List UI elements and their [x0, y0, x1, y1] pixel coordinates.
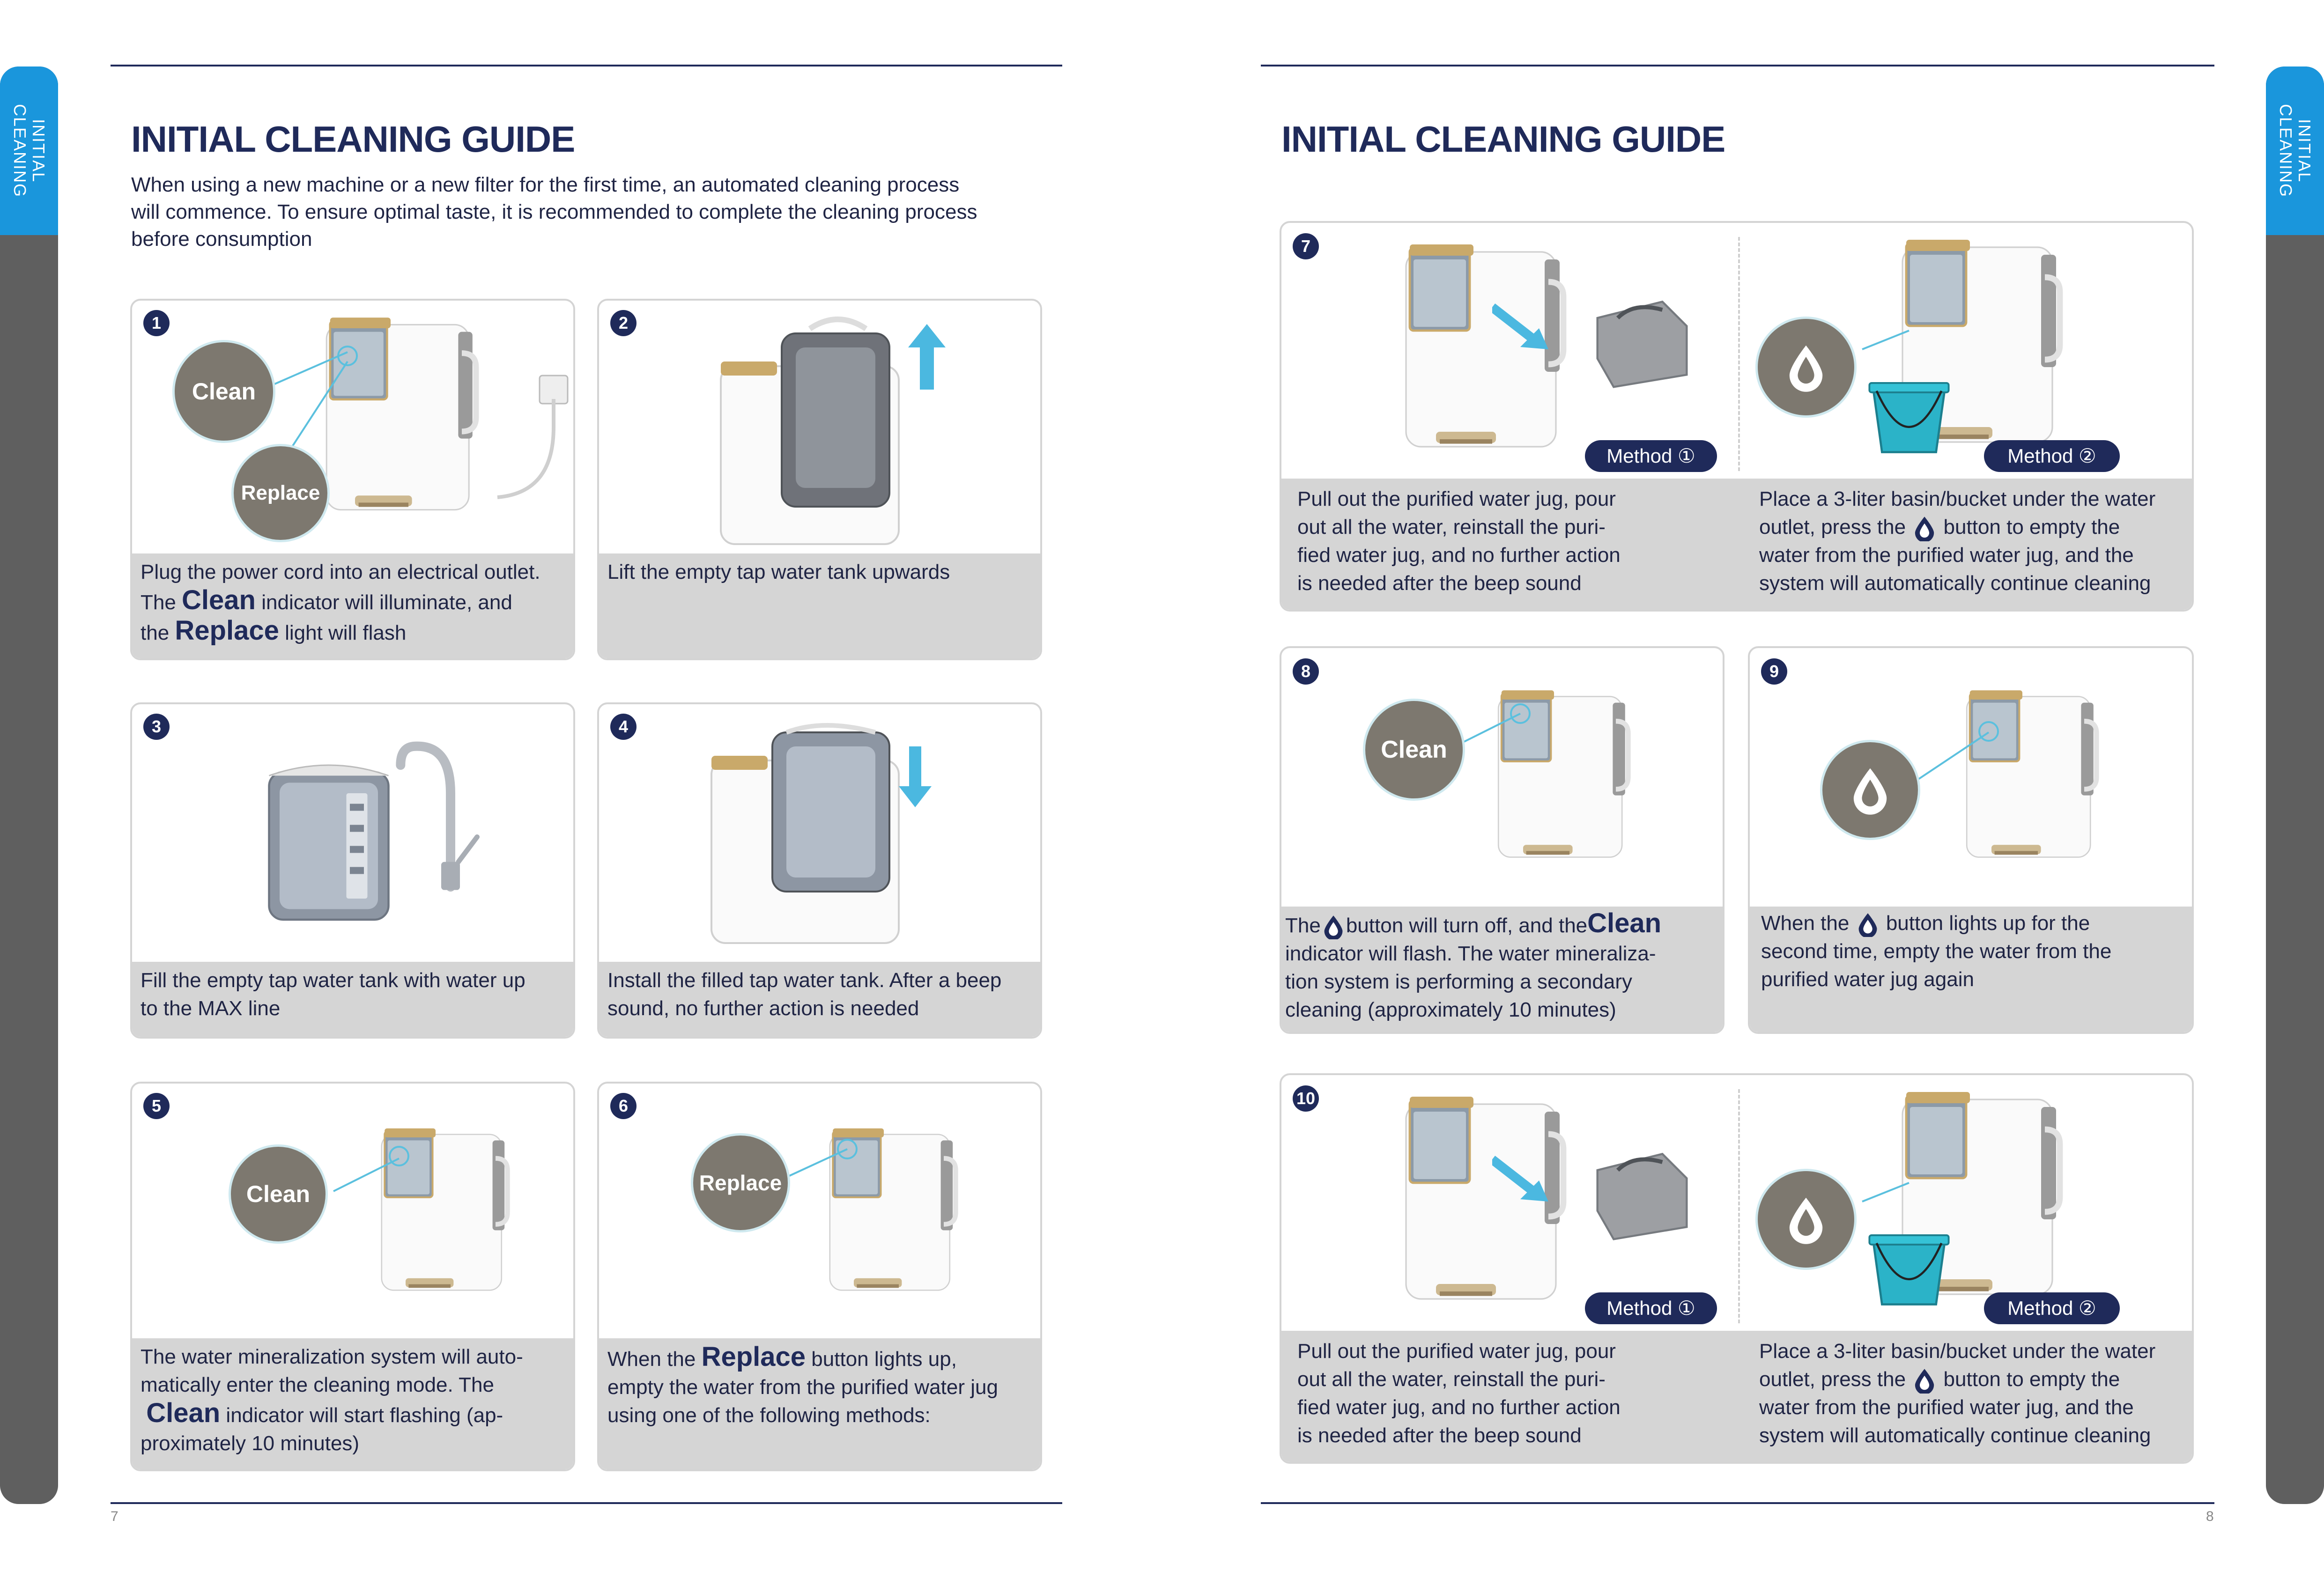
step-caption	[599, 553, 1040, 658]
replace-indicator-bubble: Replace	[231, 444, 330, 542]
caption-line: proximately 10 minutes)	[141, 1432, 360, 1455]
intro-text	[131, 171, 1058, 253]
caption-line: Clean indicator will start flashing (ap-	[146, 1398, 503, 1428]
caption-line: The button will turn off, and theClean	[1285, 909, 1719, 940]
side-tab-left	[0, 66, 58, 1504]
arrow-down-icon	[899, 746, 932, 807]
step-caption	[1281, 1331, 2192, 1462]
method-2-label: Method ②	[1984, 440, 2120, 472]
step-caption	[132, 1338, 573, 1469]
step-caption	[1281, 907, 1723, 1032]
faucet-image	[394, 714, 488, 910]
caption-line: Lift the empty tap water tank upwards	[607, 561, 950, 583]
bucket-image	[1862, 1216, 1956, 1314]
page-number-right: 8	[2206, 1509, 2214, 1524]
step-caption	[1281, 479, 2192, 610]
intro-line: before consumption	[131, 228, 312, 251]
caption-line: Fill the empty tap water tank with water up	[141, 969, 525, 992]
method-1-label: Method ①	[1585, 1292, 1717, 1324]
bucket-image	[1862, 363, 1956, 462]
clean-term: Clean	[146, 1398, 221, 1428]
caption-line: second time, empty the water from the	[1761, 940, 2112, 963]
method-2-text	[1759, 1337, 2190, 1450]
caption-line: system will automatically continue cleaning	[1759, 1424, 2151, 1447]
step-number: 3	[143, 714, 170, 740]
drain-button-bubble	[1755, 317, 1857, 418]
step-caption	[132, 962, 573, 1037]
caption-line: outlet, press the button to empty the	[1759, 1365, 2190, 1394]
side-tab-label: INITIAL CLEANING	[10, 103, 49, 198]
drain-button-bubble	[1820, 740, 1920, 840]
left-bottom-rule	[111, 1502, 1062, 1504]
clean-indicator-bubble: Clean	[1363, 699, 1465, 801]
step-number: 1	[143, 310, 170, 336]
method-1-text	[1297, 1337, 1719, 1450]
step-card-5	[130, 1082, 575, 1471]
page-title-right: INITIAL CLEANING GUIDE	[1281, 118, 1725, 160]
caption-line: Place a 3-liter basin/bucket under the water	[1759, 1340, 2156, 1363]
tap-water-tank-image	[259, 742, 399, 929]
step-number: 6	[610, 1093, 637, 1119]
tank-lift-image	[716, 310, 903, 553]
side-tab-right	[2266, 66, 2324, 1504]
caption-line: fied water jug, and no further action	[1297, 544, 1621, 567]
arrow-icon	[1492, 302, 1548, 349]
water-drop-icon	[1321, 914, 1346, 939]
caption-line: outlet, press the button to empty the	[1759, 513, 2190, 541]
side-tab-label: INITIAL CLEANING	[2276, 103, 2315, 198]
step-number: 4	[610, 714, 637, 740]
pointer-line	[1281, 648, 1724, 892]
caption-line: the Replace light will flash	[141, 615, 407, 646]
step-card-2	[597, 299, 1042, 660]
water-machine-image	[1394, 1089, 1591, 1314]
water-drop-icon	[1855, 912, 1880, 937]
water-drop-icon	[1780, 1194, 1832, 1245]
clean-term: Clean	[1587, 908, 1662, 938]
caption-line: matically enter the cleaning mode. The	[141, 1373, 494, 1396]
step-caption	[132, 553, 573, 658]
caption-line: cleaning (approximately 10 minutes)	[1285, 998, 1616, 1021]
caption-line: Install the filled tap water tank. After a beep	[607, 969, 1002, 992]
caption-line: using one of the following methods:	[607, 1404, 931, 1427]
step-number: 10	[1293, 1085, 1319, 1112]
caption-line: is needed after the beep sound	[1297, 572, 1582, 595]
step-number: 2	[610, 310, 637, 336]
caption-line: is needed after the beep sound	[1297, 1424, 1582, 1447]
intro-line: When using a new machine or a new filter for the first time, an automated cleaning process	[131, 173, 960, 196]
right-top-rule	[1261, 65, 2214, 66]
method-divider	[1738, 237, 1740, 471]
step-caption	[599, 1338, 1040, 1469]
caption-line: fied water jug, and no further action	[1297, 1396, 1621, 1419]
caption-line: out all the water, reinstall the puri-	[1297, 1368, 1606, 1391]
replace-indicator-bubble: Replace	[691, 1133, 790, 1232]
water-drop-icon	[1911, 515, 1938, 541]
step-card-8	[1280, 646, 1724, 1034]
step-card-1	[130, 299, 575, 660]
step-card-10	[1280, 1073, 2194, 1464]
step-card-3	[130, 702, 575, 1039]
step-card-9	[1748, 646, 2194, 1034]
caption-line: Pull out the purified water jug, pour	[1297, 1340, 1616, 1363]
caption-line: tion system is performing a secondary	[1285, 970, 1632, 993]
jug-image	[1581, 293, 1703, 391]
caption-line: The Clean indicator will illuminate, and	[141, 585, 512, 615]
intro-line: will commence. To ensure optimal taste, it is recommended to complete the cleaning process	[131, 200, 977, 223]
replace-term: Replace	[701, 1342, 806, 1372]
page-title-left: INITIAL CLEANING GUIDE	[131, 118, 575, 160]
pointer-line	[132, 1084, 575, 1318]
water-drop-icon	[1780, 341, 1832, 393]
step-number: 8	[1293, 658, 1319, 685]
caption-line: When the Replace button lights up,	[607, 1342, 957, 1372]
method-1-label: Method ①	[1585, 440, 1717, 472]
jug-image	[1581, 1145, 1703, 1244]
step-card-7	[1280, 221, 2194, 612]
step-card-6	[597, 1082, 1042, 1471]
left-top-rule	[111, 65, 1062, 66]
drain-button-bubble	[1755, 1169, 1857, 1270]
clean-indicator-bubble: Clean	[172, 340, 275, 443]
step-caption	[599, 962, 1040, 1037]
step-caption	[1750, 907, 2192, 1032]
arrow-up-icon	[908, 324, 946, 390]
caption-line: out all the water, reinstall the puri-	[1297, 516, 1606, 538]
caption-line: Plug the power cord into an electrical outlet.	[141, 561, 540, 583]
clean-indicator-bubble: Clean	[229, 1144, 328, 1244]
pointer-line	[599, 1084, 1042, 1318]
pointer-line	[1750, 648, 2194, 892]
caption-line: When the button lights up for the	[1761, 909, 2181, 937]
water-drop-icon	[1911, 1367, 1938, 1394]
clean-term: Clean	[182, 585, 256, 615]
method-divider	[1738, 1089, 1740, 1323]
caption-line: to the MAX line	[141, 997, 281, 1020]
caption-line: The water mineralization system will auto-	[141, 1345, 523, 1368]
caption-line: water from the purified water jug, and the	[1759, 1396, 2134, 1419]
caption-line: water from the purified water jug, and the	[1759, 544, 2134, 567]
replace-term: Replace	[175, 615, 279, 646]
step-number: 5	[143, 1093, 170, 1119]
caption-line: sound, no further action is needed	[607, 997, 919, 1020]
caption-line: empty the water from the purified water jug	[607, 1376, 998, 1399]
caption-line: indicator will flash. The water mineraliza-	[1285, 942, 1656, 965]
method-1-text	[1297, 485, 1719, 597]
water-machine-image	[1394, 237, 1591, 462]
right-bottom-rule	[1261, 1502, 2214, 1504]
page-number-left: 7	[111, 1509, 118, 1524]
tank-install-image	[707, 723, 903, 948]
arrow-icon	[1492, 1155, 1548, 1202]
method-2-label: Method ②	[1984, 1292, 2120, 1324]
step-number: 7	[1293, 233, 1319, 259]
method-2-text	[1759, 485, 2190, 597]
step-number: 9	[1761, 658, 1787, 685]
caption-line: system will automatically continue cleaning	[1759, 572, 2151, 595]
caption-line: Place a 3-liter basin/bucket under the water	[1759, 487, 2156, 510]
water-drop-icon	[1844, 764, 1896, 816]
step-card-4	[597, 702, 1042, 1039]
caption-line: Pull out the purified water jug, pour	[1297, 487, 1616, 510]
caption-line: purified water jug again	[1761, 968, 1974, 991]
